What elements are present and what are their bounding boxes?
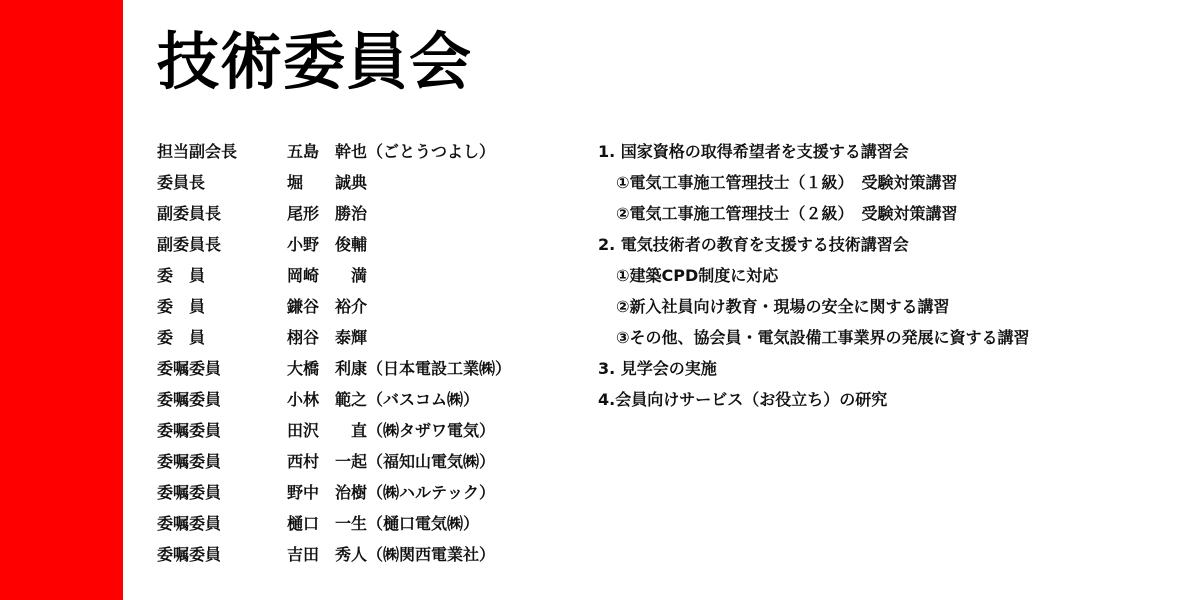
activity-heading: 1. 国家資格の取得希望者を支援する講習会 (598, 142, 909, 161)
page-title: 技術委員会 (157, 25, 473, 98)
member-name: 西村 一起（福知山電気㈱） (287, 452, 496, 471)
member-role: 委嘱委員 (157, 514, 222, 533)
member-role: 委嘱委員 (157, 359, 222, 378)
member-row (157, 448, 577, 479)
member-row (157, 324, 577, 355)
member-name: 田沢 直（㈱タザワ電気） (287, 421, 496, 440)
member-row (157, 138, 577, 169)
member-role: 担当副会長 (157, 142, 238, 161)
member-row (157, 231, 577, 262)
member-row (157, 355, 577, 386)
member-row (157, 262, 577, 293)
member-role: 委 員 (157, 297, 206, 316)
member-role: 委 員 (157, 266, 206, 285)
member-name: 堀 誠典 (287, 173, 368, 192)
member-row (157, 293, 577, 324)
member-role: 委嘱委員 (157, 483, 222, 502)
member-name: 五島 幹也（ごとうつよし） (287, 142, 496, 161)
member-role: 委嘱委員 (157, 452, 222, 471)
member-role: 委 員 (157, 328, 206, 347)
member-row (157, 169, 577, 200)
member-name: 小林 範之（バスコム㈱） (287, 390, 480, 409)
member-name: 吉田 秀人（㈱関西電業社） (287, 545, 496, 564)
member-row (157, 417, 577, 448)
member-name: 鎌谷 裕介 (287, 297, 368, 316)
member-role: 委員長 (157, 173, 206, 192)
member-name: 栩谷 泰輝 (287, 328, 368, 347)
member-row (157, 200, 577, 231)
member-role: 副委員長 (157, 235, 222, 254)
activity-subitem: ①建築CPD制度に対応 (616, 266, 779, 285)
activity-heading: 4.会員向けサービス（お役立ち）の研究 (598, 390, 888, 409)
activity-subitem: ①電気工事施工管理技士（１級） 受験対策講習 (616, 173, 958, 192)
activity-subitem: ②新入社員向け教育・現場の安全に関する講習 (616, 297, 950, 316)
member-row (157, 541, 577, 572)
member-name: 尾形 勝治 (287, 204, 368, 223)
activity-subitem: ②電気工事施工管理技士（２級） 受験対策講習 (616, 204, 958, 223)
activity-heading: 3. 見学会の実施 (598, 359, 717, 378)
member-name: 小野 俊輔 (287, 235, 368, 254)
activity-subitem: ③その他、協会員・電気設備工事業界の発展に資する講習 (616, 328, 1030, 347)
member-row (157, 479, 577, 510)
member-list (157, 138, 577, 572)
member-role: 委嘱委員 (157, 421, 222, 440)
activity-list (598, 138, 1158, 417)
member-name: 岡崎 満 (287, 266, 368, 285)
member-role: 委嘱委員 (157, 545, 222, 564)
member-role: 副委員長 (157, 204, 222, 223)
member-row (157, 386, 577, 417)
member-role: 委嘱委員 (157, 390, 222, 409)
member-name: 大橋 利康（日本電設工業㈱） (287, 359, 512, 378)
member-name: 野中 治樹（㈱ハルテック） (287, 483, 496, 502)
activity-heading: 2. 電気技術者の教育を支援する技術講習会 (598, 235, 909, 254)
member-name: 樋口 一生（樋口電気㈱） (287, 514, 480, 533)
member-row (157, 510, 577, 541)
red-accent-bar (0, 0, 123, 600)
